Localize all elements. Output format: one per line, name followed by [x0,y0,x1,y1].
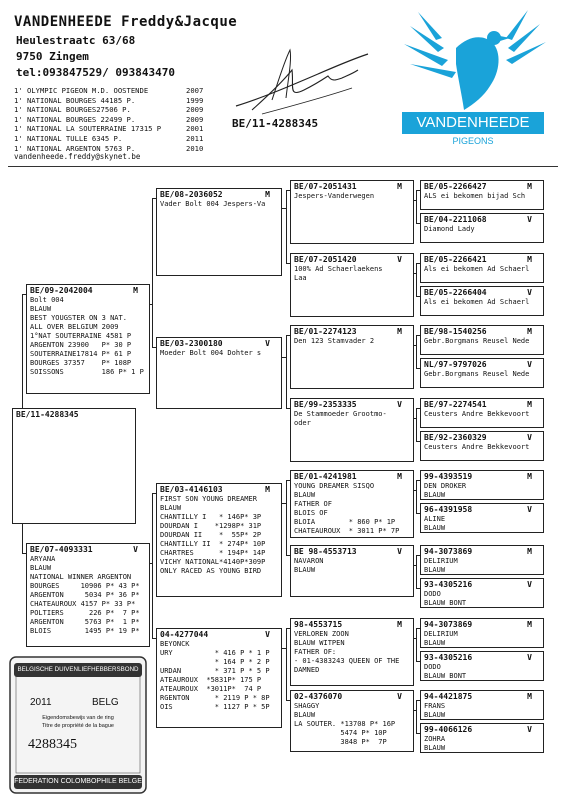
connector-line [152,493,153,639]
pedigree-line: BLAUW [424,491,446,499]
sex-marker: M [527,620,532,629]
pedigree-line: VICHY NATIONAL*4140P*309P [160,558,266,566]
pedigree-box-g16 [420,723,544,753]
sex-marker: M [397,472,402,481]
sex-marker: V [527,288,532,297]
pedigree-line: BLAUW WITPEN [294,639,345,647]
brand-logo [398,8,548,154]
ring-row [160,339,278,349]
pedigree-line: BOURGES 10906 P* 43 P* [30,582,140,590]
sex-marker: V [527,653,532,662]
pedigree-box-g13 [420,618,544,648]
pedigree-box-g11 [420,545,544,575]
pedigree-box-g8 [420,431,544,461]
ring-row [424,505,540,515]
ring-row [294,400,410,410]
honor-item: 1' OLYMPIC PIGEON M.D. OOSTENDE 2007 [14,86,204,95]
sex-marker: V [397,400,402,409]
ring-row [424,472,540,482]
owner-name: VANDENHEEDE Freddy&Jacque [14,14,238,30]
pedigree-line: DOURDAN II * 55P* 2P [160,531,262,539]
pedigree-box-g4 [420,286,544,316]
pedigree-line: ALL OVER BELGIUM 2009 [30,323,119,331]
ring-number: 93-4305216 [424,580,473,589]
pedigree-line: oder [294,419,311,427]
ring-row [294,620,410,630]
honor-item: 1' NATIONAL ARGENTON 5763 P. 2010 [14,143,204,153]
ring-number: 94-4421875 [424,692,473,701]
signature-icon [232,40,372,120]
pedigree-line: FATHER OF: [294,648,337,656]
pedigree-line: BLOIS 1495 P* 19 P* [30,627,140,635]
pedigree-line: BLAUW [30,305,52,313]
pedigree-line: Vader Bolt 004 Jespers-Va [160,200,266,208]
pedigree-box-g7 [420,398,544,428]
ring-row [424,360,540,370]
pedigree-line: DODO [424,663,441,671]
ring-number: BE/01-2274123 [294,327,357,336]
ring-number: BE/05-2266421 [424,255,487,264]
connector-line [416,555,417,589]
certificate-number: 4288345 [28,737,77,752]
ring-row [424,255,540,265]
pedigree-box-sss [290,180,414,244]
ring-row [424,215,540,225]
pedigree-line: 1°NAT SOUTERRAINE 4581 P [30,332,132,340]
sex-marker: V [265,339,270,348]
ring-number: 99-4066126 [424,725,473,734]
pedigree-line: ALS ei bekomen bijad Sch [424,192,526,200]
pedigree-box-sd [156,337,282,409]
sex-marker: V [527,433,532,442]
ring-row [424,182,540,192]
pedigree-line: BLAUW [30,564,52,572]
pedigree-box-g15 [420,690,544,720]
ring-number: BE/98-1540256 [424,327,487,336]
pedigree-line: Bolt 004 [30,296,64,304]
ring-certificate [8,655,148,795]
ring-number: BE/05-2266404 [424,288,487,297]
sex-marker: M [527,547,532,556]
ring-number: 96-4391958 [424,505,473,514]
pedigree-line: URY * 416 P * 1 P [160,649,270,657]
sex-marker: V [527,215,532,224]
connector-line [416,335,417,369]
pedigree-line: FIRST SON YOUNG DREAMER [160,495,257,503]
pedigree-box-g12 [420,578,544,608]
ring-row [424,653,540,663]
pedigree-line: DODO [424,590,441,598]
pigeon-icon [398,8,548,116]
connector-line [416,628,417,662]
sex-marker: M [265,485,270,494]
sex-marker: M [527,472,532,481]
pedigree-line: BLAUW BONT [424,672,467,680]
pedigree-subject [12,408,136,524]
pedigree-line: Den 123 Stamvader 2 [294,337,375,345]
sex-marker: V [265,630,270,639]
brand-subtitle: PIGEONS [452,136,494,146]
brand-name: VANDENHEEDE [402,112,544,134]
ring-row [294,327,410,337]
owner-city: 9750 Zingem [16,50,89,63]
pedigree-box-g6 [420,358,544,388]
pedigree-line: BLAUW [294,566,316,574]
pedigree-line: BLAUW [424,524,446,532]
pedigree-line: De Stammoeder Grootmo- [294,410,387,418]
pedigree-box-ddd [290,690,414,752]
ring-number: BE/07-2051431 [294,182,357,191]
pedigree-box-sdd [290,398,414,462]
sex-marker: M [133,286,138,295]
pedigree-box-sds [290,325,414,389]
ring-number: BE/01-4241981 [294,472,357,481]
ring-row [424,327,540,337]
ring-number: NL/97-9797026 [424,360,487,369]
sex-marker: V [397,547,402,556]
ring-number: 04-4277044 [160,630,209,639]
ring-row [160,630,278,640]
sex-marker: M [527,400,532,409]
honor-item: 1' NATIONAL TULLE 6345 P. 2011 [14,133,204,143]
pedigree-box-g2 [420,213,544,243]
pedigree-line: BLAUW [424,711,446,719]
pedigree-line: DOURDAN I *1298P* 31P [160,522,262,530]
pedigree-line: NAVARON [294,557,324,565]
honor-item: 1' NATIONAL BOURGES27506 P. 2009 [14,105,204,115]
ring-number: BE/08-2036052 [160,190,223,199]
pedigree-line: ATEAUROUX *5831P* 175 P [160,676,262,684]
pedigree-line: Laa [294,274,307,282]
sex-marker [124,410,132,420]
pedigree-line: DAMNED [294,666,320,674]
pedigree-line: Gebr.Borgmans Reusel Nede [424,337,530,345]
pedigree-line: CHANTILLY II * 274P* 10P [160,540,266,548]
pedigree-line: POLTIERS 226 P* 7 P* [30,609,140,617]
ring-row [424,400,540,410]
ring-number: 02-4376070 [294,692,343,701]
pedigree-line: DELIRIUM [424,557,458,565]
pedigree-box-g10 [420,503,544,533]
owner-street: Heulestraatc 63/68 [16,34,136,47]
pedigree-line: URDAN * 371 P * 5 P [160,667,270,675]
pedigree-line: SOUTERRAINE17814 P* 61 P [30,350,132,358]
pedigree-line: SOISSONS 186 P* 1 P [30,368,144,376]
ring-number: BE 98-4553713 [294,547,357,556]
pedigree-line: CHARTRES * 194P* 14P [160,549,266,557]
connector-line [152,198,153,348]
pedigree-line: 100% Ad Schaerlaekens [294,265,383,273]
sex-marker: V [133,545,138,554]
pedigree-box-ss [156,188,282,276]
sex-marker: V [527,505,532,514]
pedigree-box-dss [290,470,414,538]
sex-marker: M [527,182,532,191]
pedigree-line: CHANTILLY I * 146P* 3P [160,513,262,521]
pedigree-line: FATHER OF [294,500,332,508]
pedigree-line: SHAGGY [294,702,320,710]
pedigree-line: Jespers-Vanderwegen [294,192,375,200]
ring-row [424,288,540,298]
pedigree-box-g9 [420,470,544,500]
pedigree-dam [26,543,150,647]
pedigree-line: BLAUW [424,639,446,647]
ring-number: BE/03-2300180 [160,339,223,348]
ring-row [294,182,410,192]
ring-number: BE/04-2211068 [424,215,487,224]
pedigree-line: BLAUW BONT [424,599,467,607]
sex-marker: V [527,725,532,734]
pedigree-line: BLAUW [424,566,446,574]
pedigree-line: BOURGES 37357 P* 108P [30,359,132,367]
connector-line [286,335,287,409]
connector-line [416,700,417,734]
ring-number: BE/09-2042004 [30,286,93,295]
ring-number: BE/07-2051420 [294,255,357,264]
certificate-year: 2011 [30,697,52,708]
pedigree-box-g1 [420,180,544,210]
pedigree-line: * 164 P * 2 P [160,658,270,666]
honor-item: 1' NATIONAL LA SOUTERRAINE 17315 P 2001 [14,124,204,134]
pedigree-box-dsd [290,545,414,597]
pedigree-box-ds [156,483,282,597]
ring-number: BE/92-2360329 [424,433,487,442]
certificate-line1: Eigendomsbewijs van de ring [42,715,114,721]
pedigree-line: Ceusters Andre Bekkevoort [424,443,530,451]
certificate-line2: Titre de propriété de la bague [42,723,114,729]
connector-line [416,190,417,224]
ring-row [294,692,410,702]
sex-marker: V [397,255,402,264]
pedigree-line: BEYONCK [160,640,190,648]
ring-row [160,485,278,495]
pedigree-line: 3848 P* 7P [294,738,387,746]
honors-list [14,86,203,153]
pedigree-box-g14 [420,651,544,681]
pedigree-line: BLAUW [294,491,316,499]
sex-marker: M [527,692,532,701]
sex-marker: V [527,580,532,589]
sex-marker: M [397,182,402,191]
pedigree-line: FRANS [424,702,446,710]
sex-marker: M [397,620,402,629]
ring-row [424,580,540,590]
owner-phone: tel:093847529/ 093843470 [16,66,175,79]
ring-number: BE/99-2353335 [294,400,357,409]
header-divider [8,166,558,167]
connector-line [286,480,287,556]
pedigree-box-dd [156,628,282,728]
pedigree-line: CHATEAUROUX 4157 P* 33 P* [30,600,136,608]
ring-row [160,190,278,200]
ring-number: BE/97-2274541 [424,400,487,409]
ring-row [424,433,540,443]
pedigree-line: ATEAUROUX *3011P* 74 P [160,685,262,693]
ring-number: 94-3073869 [424,620,473,629]
pedigree-line: ARYANA [30,555,56,563]
ring-number: BE/03-4146103 [160,485,223,494]
ring-row [424,620,540,630]
pedigree-line: 5474 P* 10P [294,729,387,737]
pedigree-line: BLAUW [424,744,446,752]
certificate-country: BELG [92,697,119,708]
connector-line [416,408,417,442]
pedigree-line: - 01-4383243 QUEEN OF THE [294,657,400,665]
ring-number: 99-4393519 [424,472,473,481]
pedigree-line: Als ei bekomen Ad Schaerl [424,265,530,273]
pedigree-line: ALINE [424,515,446,523]
connector-line [416,263,417,297]
sex-marker: M [527,327,532,336]
connector-line [286,190,287,264]
sex-marker: M [397,327,402,336]
pedigree-line: CHATEAUROUX * 3011 P* 7P [294,527,400,535]
sex-marker: V [397,692,402,701]
pedigree-line: ARGENTON 5034 P* 36 P* [30,591,140,599]
pedigree-line: NATIONAL WINNER ARGENTON [30,573,132,581]
ring-number: 94-3073869 [424,547,473,556]
pedigree-line: VERLOREN ZOON [294,630,349,638]
main-ring-number: BE/11-4288345 [232,117,319,130]
honor-item: 1' NATIONAL BOURGES 44185 P. 1999 [14,95,204,105]
ring-number: BE/05-2266427 [424,182,487,191]
pedigree-line: YOUNG DREAMER SISQO [294,482,375,490]
certificate-bottom-text: FEDERATION COLOMBOPHILE BELGE [14,778,142,785]
pedigree-line: Als ei bekomen Ad Schaerl [424,298,530,306]
pedigree-line: DEN DROKER [424,482,467,490]
ring-row [424,547,540,557]
sex-marker: M [527,255,532,264]
pedigree-line: OIS * 1127 P * 5P [160,703,270,711]
pedigree-box-g5 [420,325,544,355]
pedigree-line: Gebr.Borgmans Reusel Nede [424,370,530,378]
pedigree-line: RGENTON * 2119 P * 8P [160,694,270,702]
sex-marker: V [527,360,532,369]
pedigree-box-ssd [290,253,414,317]
pedigree-line: Moeder Bolt 004 Dohter s [160,349,262,357]
pedigree-line: BLOIS OF [294,509,328,517]
honor-item: 1' NATIONAL BOURGES 22499 P. 2009 [14,114,204,124]
pedigree-sire [26,284,150,394]
certificate-top-text: BELGISCHE DUIVENLIEFHEBBERSBOND [17,666,139,673]
pedigree-line: ONLY RACED AS YOUNG BIRD [160,567,262,575]
pedigree-line: ARGENTON 5763 P* 1 P* [30,618,140,626]
ring-row [424,725,540,735]
pedigree-line: DELIRIUM [424,630,458,638]
ring-row [16,410,132,420]
sex-marker: M [265,190,270,199]
ring-row [30,286,146,296]
pedigree-line: BEST YOUGSTER ON 3 NAT. [30,314,127,322]
ring-number: 98-4553715 [294,620,343,629]
ring-row [294,255,410,265]
pedigree-line: BLOIA * 860 P* 1P [294,518,396,526]
ring-number: 93-4305216 [424,653,473,662]
ring-row [424,692,540,702]
pedigree-line: BLAUW [160,504,182,512]
ring-row [294,547,410,557]
ring-row [294,472,410,482]
pedigree-box-dds [290,618,414,686]
pedigree-line: Ceusters Andre Bekkevoort [424,410,530,418]
ring-number: BE/11-4288345 [16,410,79,419]
pedigree-line: LA SOUTER. *13708 P* 16P [294,720,396,728]
pedigree-box-g3 [420,253,544,283]
pedigree-line: BLAUW [294,711,316,719]
owner-email: vandenheede.freddy@skynet.be [14,152,141,161]
pedigree-line: Diamond Lady [424,225,475,233]
pedigree-line: ARGENTON 23900 P* 30 P [30,341,132,349]
connector-line [416,480,417,514]
ring-number: BE/07-4093331 [30,545,93,554]
ring-row [30,545,146,555]
connector-line [286,628,287,701]
pedigree-line: ZOHRA [424,735,446,743]
